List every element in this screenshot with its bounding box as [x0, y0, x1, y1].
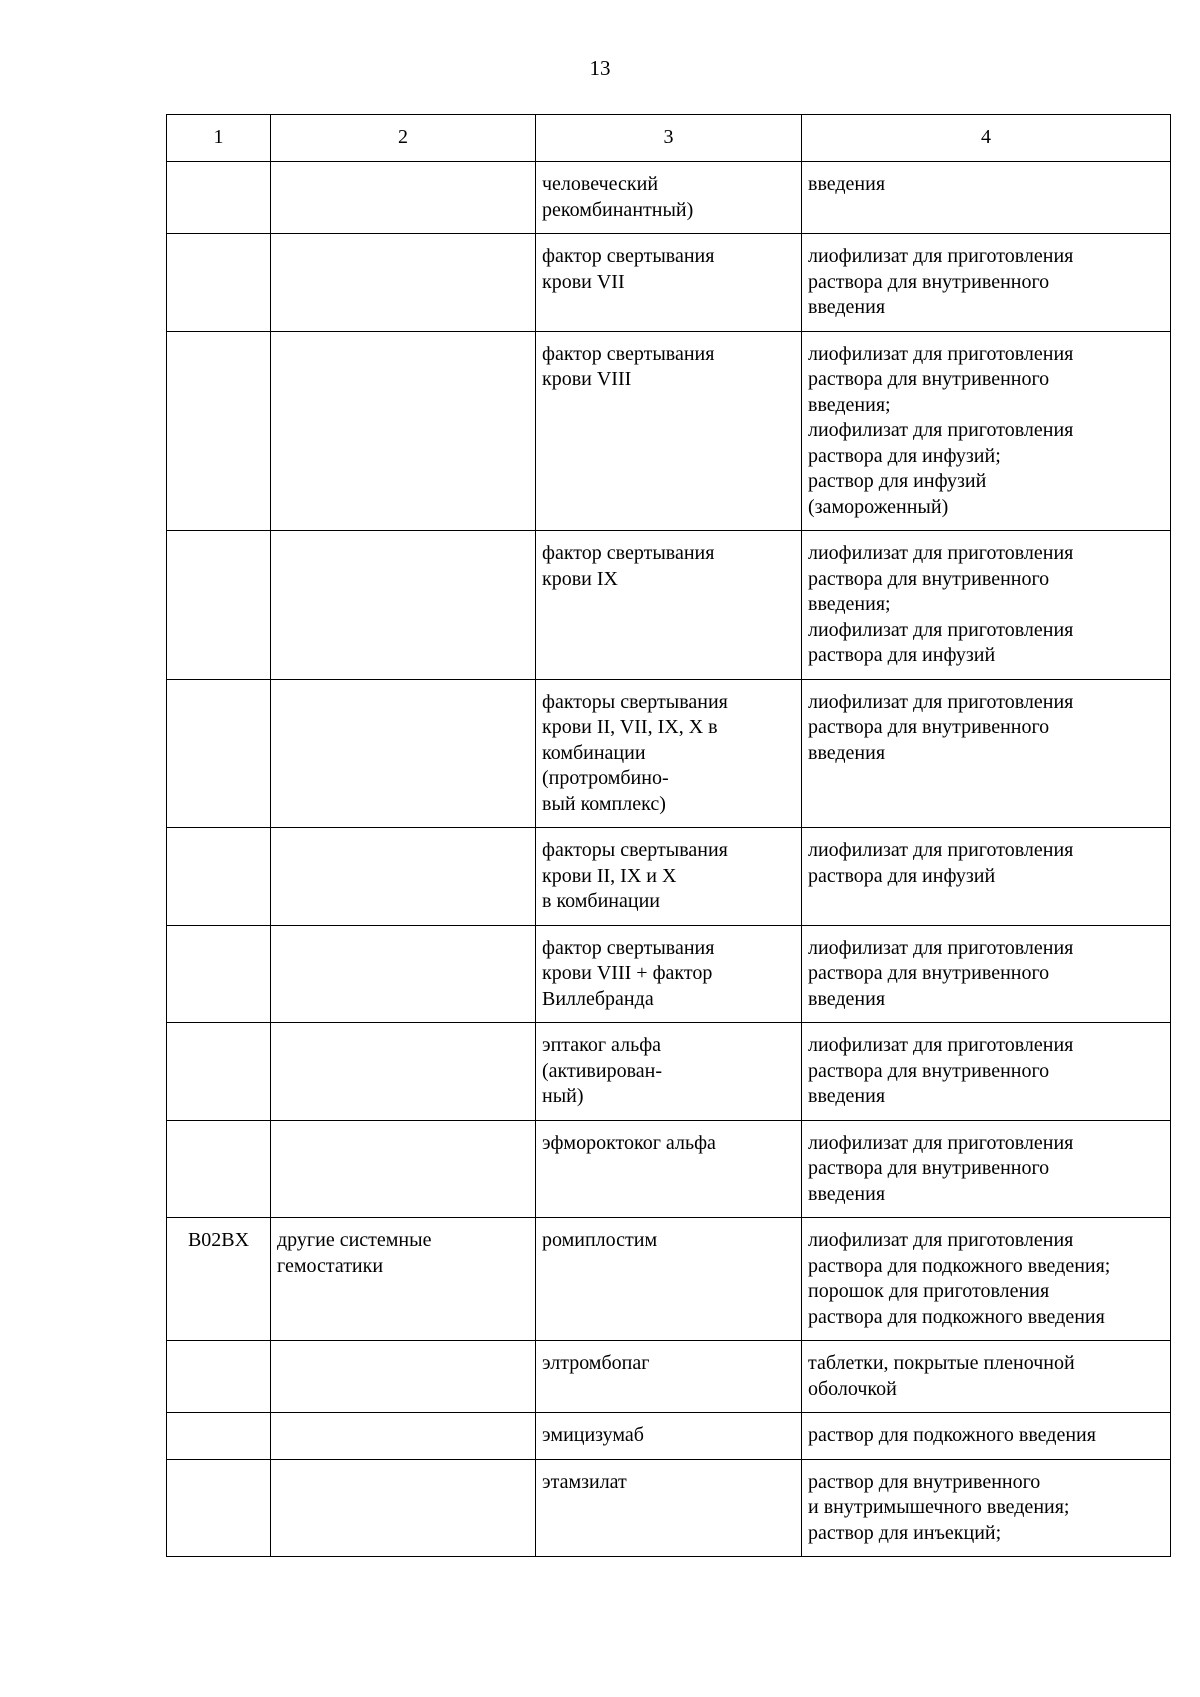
header-col-2: 2	[271, 115, 536, 162]
dosage-form-cell: лиофилизат для приготовления раствора для внутривенного введения	[802, 925, 1171, 1023]
atc-code-cell: B02BX	[167, 1218, 271, 1341]
group-cell	[271, 828, 536, 926]
atc-code-cell	[167, 1023, 271, 1121]
atc-code-cell	[167, 1341, 271, 1413]
table-row	[167, 1459, 1171, 1557]
header-row	[167, 115, 1171, 162]
substance-cell: человеческий рекомбинантный)	[536, 162, 802, 234]
dosage-form-cell: лиофилизат для приготовления раствора для внутривенного введения	[802, 1023, 1171, 1121]
group-cell	[271, 925, 536, 1023]
atc-code-cell	[167, 679, 271, 828]
substance-cell: фактор свертывания крови VIII + фактор Виллебранда	[536, 925, 802, 1023]
table-row	[167, 531, 1171, 680]
dosage-form-cell: раствор для подкожного введения	[802, 1413, 1171, 1460]
dosage-form-cell: лиофилизат для приготовления раствора для подкожного введения; порошок для приготовления раствора для подкожного введения	[802, 1218, 1171, 1341]
dosage-form-cell: раствор для внутривенного и внутримышечного введения; раствор для инъекций;	[802, 1459, 1171, 1557]
table-row	[167, 1023, 1171, 1121]
table-row	[167, 1413, 1171, 1460]
dosage-form-cell: лиофилизат для приготовления раствора для инфузий	[802, 828, 1171, 926]
dosage-form-cell: лиофилизат для приготовления раствора для внутривенного введения	[802, 679, 1171, 828]
atc-code-cell	[167, 925, 271, 1023]
table-row	[167, 331, 1171, 531]
table-row	[167, 925, 1171, 1023]
atc-code-cell	[167, 531, 271, 680]
group-cell	[271, 531, 536, 680]
dosage-form-cell: таблетки, покрытые пленочной оболочкой	[802, 1341, 1171, 1413]
group-cell	[271, 162, 536, 234]
atc-code-cell	[167, 1459, 271, 1557]
dosage-form-cell: лиофилизат для приготовления раствора для внутривенного введения	[802, 234, 1171, 332]
substance-cell: факторы свертывания крови II, IX и X в комбинации	[536, 828, 802, 926]
header-col-3: 3	[536, 115, 802, 162]
header-col-4: 4	[802, 115, 1171, 162]
group-cell	[271, 1413, 536, 1460]
group-cell	[271, 1120, 536, 1218]
atc-code-cell	[167, 1120, 271, 1218]
group-cell	[271, 679, 536, 828]
group-cell	[271, 234, 536, 332]
substance-cell: фактор свертывания крови IX	[536, 531, 802, 680]
table-row	[167, 162, 1171, 234]
substance-cell: факторы свертывания крови II, VII, IX, X в комбинации (протромбино- вый комплекс)	[536, 679, 802, 828]
group-cell	[271, 1341, 536, 1413]
table-row	[167, 1341, 1171, 1413]
table-row	[167, 1120, 1171, 1218]
table-row	[167, 234, 1171, 332]
page-number: 13	[589, 56, 611, 80]
substance-cell: ромиплостим	[536, 1218, 802, 1341]
substance-cell: этамзилат	[536, 1459, 802, 1557]
group-cell: другие системные гемостатики	[271, 1218, 536, 1341]
table-row	[167, 679, 1171, 828]
atc-code-cell	[167, 828, 271, 926]
substance-cell: фактор свертывания крови VII	[536, 234, 802, 332]
substance-cell: эмицизумаб	[536, 1413, 802, 1460]
atc-code-cell	[167, 331, 271, 531]
group-cell	[271, 1459, 536, 1557]
group-cell	[271, 1023, 536, 1121]
dosage-form-cell: лиофилизат для приготовления раствора для внутривенного введения	[802, 1120, 1171, 1218]
dosage-form-cell: лиофилизат для приготовления раствора для внутривенного введения; лиофилизат для приготовления раствора для инфузий; раствор для инфузий (замороженный)	[802, 331, 1171, 531]
substance-cell: элтромбопаг	[536, 1341, 802, 1413]
substance-cell: эфмороктоког альфа	[536, 1120, 802, 1218]
atc-code-cell	[167, 234, 271, 332]
substance-cell: фактор свертывания крови VIII	[536, 331, 802, 531]
table-row	[167, 1218, 1171, 1341]
atc-code-cell	[167, 162, 271, 234]
atc-code-cell	[167, 1413, 271, 1460]
table-row	[167, 828, 1171, 926]
dosage-form-cell: введения	[802, 162, 1171, 234]
dosage-form-cell: лиофилизат для приготовления раствора для внутривенного введения; лиофилизат для приготовления раствора для инфузий	[802, 531, 1171, 680]
substance-cell: эптаког альфа (активирован- ный)	[536, 1023, 802, 1121]
drug-table	[166, 114, 1171, 1557]
header-col-1: 1	[167, 115, 271, 162]
group-cell	[271, 331, 536, 531]
